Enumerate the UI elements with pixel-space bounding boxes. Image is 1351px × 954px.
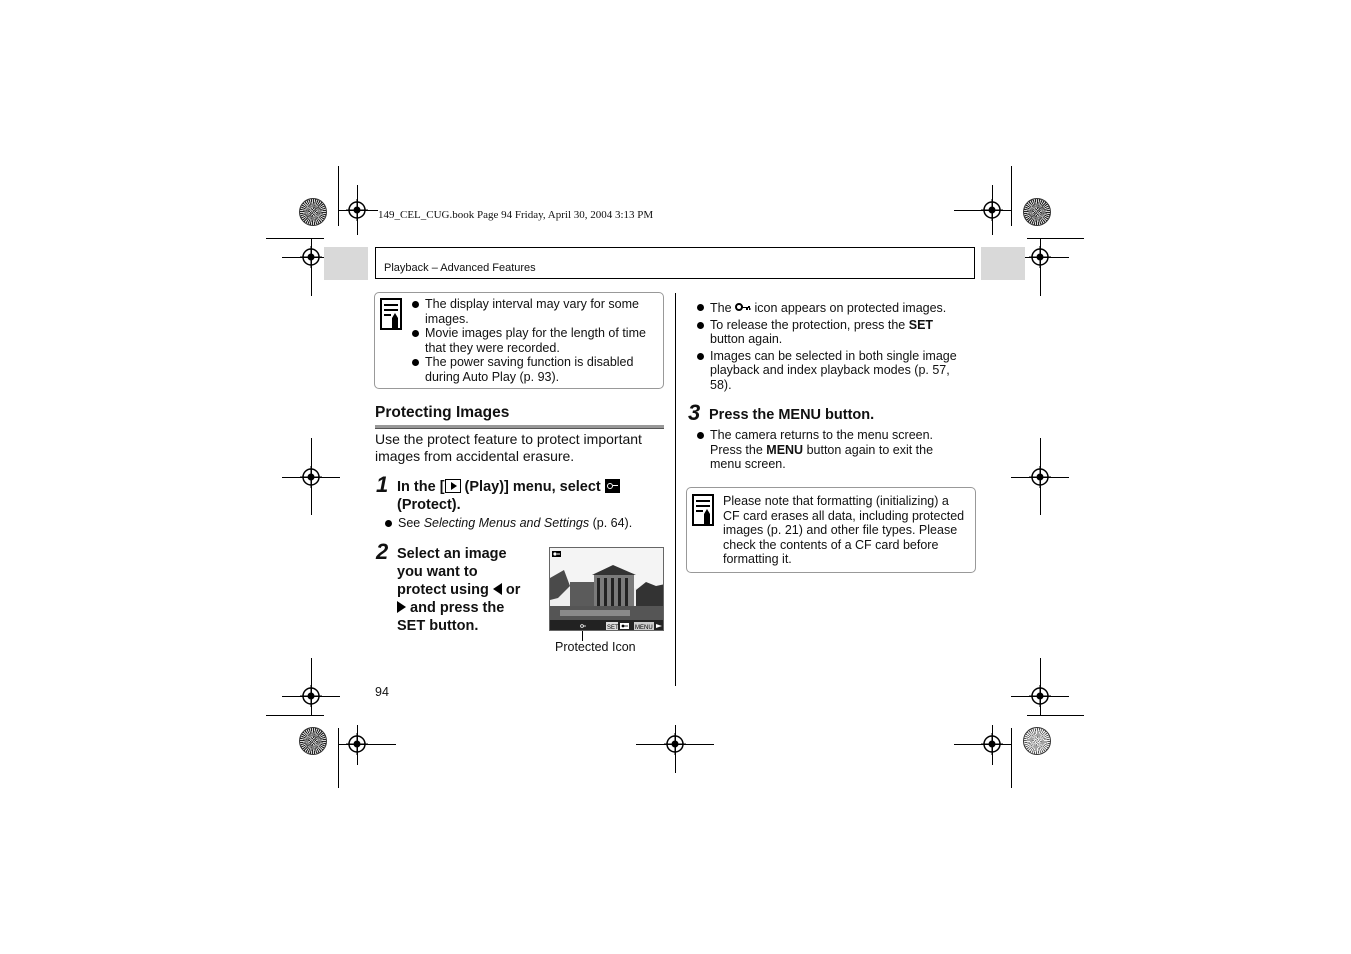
note-item: Movie images play for the length of time that they were recorded. xyxy=(411,326,656,355)
registration-mark-icon xyxy=(981,733,1003,755)
play-icon xyxy=(445,479,461,493)
registration-mark-icon xyxy=(346,733,368,755)
step3-bullet xyxy=(696,428,956,472)
section-title: Protecting Images xyxy=(375,404,510,421)
registration-mark-icon xyxy=(981,199,1003,221)
svg-text:SET: SET xyxy=(607,625,619,631)
building-photo xyxy=(550,548,664,631)
step3-bullets xyxy=(696,428,956,472)
printer-slug: 149_CEL_CUG.book Page 94 Friday, April 30, 2004 3:13 PM xyxy=(378,209,654,221)
bullet-text: The camera returns to the menu screen. Press the xyxy=(710,428,934,457)
step2-line: SET button. xyxy=(397,618,479,634)
header-tab-right xyxy=(981,247,1025,280)
registration-mark-icon xyxy=(1029,466,1051,488)
step1-bullets xyxy=(384,516,664,531)
registration-mark-icon xyxy=(1029,246,1051,268)
running-header xyxy=(375,247,975,279)
column-divider xyxy=(675,293,676,686)
bullet-text: button again to exit the menu screen. xyxy=(710,442,934,471)
info-text-bold: SET xyxy=(908,317,934,332)
bullet-text-bold: MENU xyxy=(766,442,804,457)
step1-text-b: (Play)] menu, select xyxy=(460,479,605,495)
registration-mark-icon xyxy=(300,466,322,488)
info-item xyxy=(696,300,971,316)
note-list xyxy=(411,297,656,384)
note-icon xyxy=(692,494,714,526)
registration-mark-icon xyxy=(300,246,322,268)
bullet-text: (p. 64). xyxy=(589,516,633,530)
note-item: The power saving function is disabled during Auto Play (p. 93). xyxy=(411,355,656,384)
protect-info-list xyxy=(696,300,971,392)
cross-reference: Selecting Menus and Settings xyxy=(423,516,590,530)
title-rule xyxy=(375,425,664,429)
step2-line: you want to xyxy=(397,564,478,580)
registration-mark-icon xyxy=(346,199,368,221)
key-icon xyxy=(605,479,620,493)
warning-note-box xyxy=(686,487,976,573)
color-target-icon xyxy=(299,727,327,755)
left-arrow-icon xyxy=(493,583,502,595)
page-number: 94 xyxy=(375,685,389,699)
right-arrow-icon xyxy=(397,601,406,613)
intro-text: Use the protect feature to protect important images from accidental erasure. xyxy=(375,431,642,464)
step-number: 3 xyxy=(688,400,701,425)
step1-text-a: In the [ xyxy=(397,479,445,495)
note-item: The display interval may vary for some images. xyxy=(411,297,656,326)
color-target-icon xyxy=(1023,198,1051,226)
color-target-icon xyxy=(1023,727,1051,755)
info-item: Images can be selected in both single image playback and index playback modes (p. 57, 58). xyxy=(696,349,971,393)
registration-mark-icon xyxy=(1029,685,1051,707)
step1-text xyxy=(397,478,667,514)
step1-text-c: (Protect). xyxy=(397,497,461,513)
step-number: 1 xyxy=(376,472,389,497)
key-icon xyxy=(735,300,751,314)
svg-text:MENU: MENU xyxy=(635,625,653,631)
note-icon xyxy=(380,298,402,330)
bullet-text: See xyxy=(398,516,424,530)
step2-line: or xyxy=(501,582,521,598)
info-item xyxy=(696,318,971,347)
step2-line: Select an image xyxy=(397,546,507,562)
header-section: Playback – Advanced Features xyxy=(384,262,536,274)
warning-note-text: Please note that formatting (initializing) a CF card erases all data, including protected images (p. 21) and other file types. Please check the contents of a CF card before formatting it. xyxy=(723,494,965,566)
header-tab-left xyxy=(324,247,368,280)
info-text: icon appears on protected images. xyxy=(751,301,947,315)
info-text: To release the protection, press the xyxy=(710,317,909,332)
info-text: The xyxy=(710,301,736,315)
camera-screen-image xyxy=(549,547,664,631)
step-number: 2 xyxy=(376,539,389,564)
step2-text xyxy=(397,545,547,635)
photo-caption: Protected Icon xyxy=(555,640,636,654)
info-text: button again. xyxy=(710,332,783,346)
step2-line: protect using xyxy=(397,582,493,598)
step2-line: and press the xyxy=(406,600,505,616)
registration-mark-icon xyxy=(300,685,322,707)
color-target-icon xyxy=(299,198,327,226)
step3-title: Press the MENU button. xyxy=(709,407,875,423)
note-box xyxy=(374,292,664,389)
step1-bullet xyxy=(384,516,664,531)
registration-mark-icon xyxy=(664,733,686,755)
